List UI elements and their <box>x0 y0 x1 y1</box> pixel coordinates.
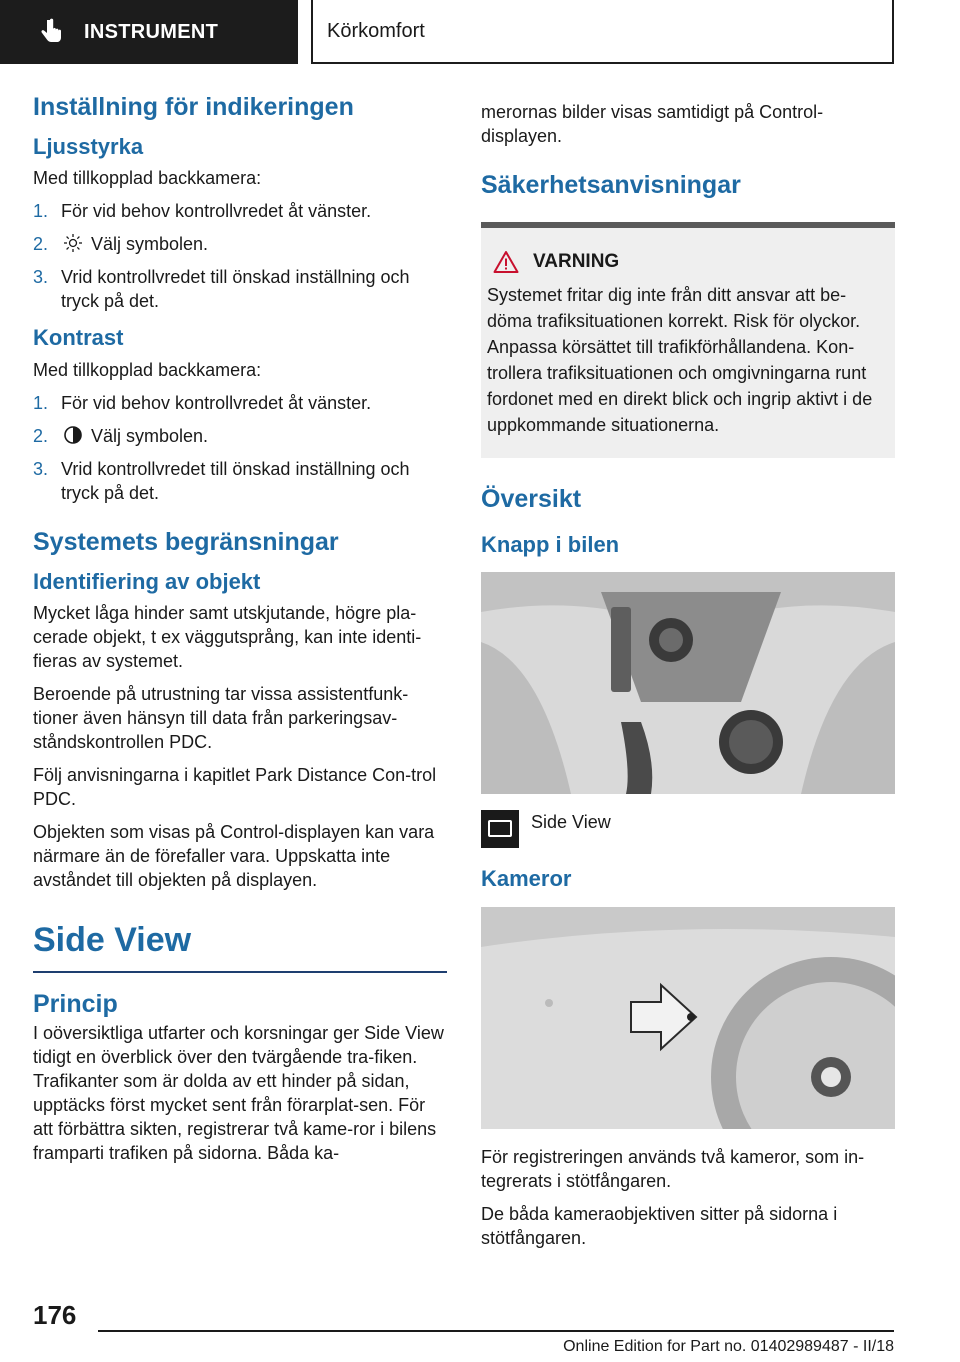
heading-sakerhet: Säkerhetsanvisningar <box>481 171 741 199</box>
section-tab-label: INSTRUMENT <box>84 20 219 43</box>
section-tab-instrument[interactable] <box>0 0 298 64</box>
kontrast-steps <box>33 391 447 505</box>
brightness-sun-icon <box>63 233 83 253</box>
heading-knapp: Knapp i bilen <box>481 532 620 557</box>
heading-identifiering: Identifiering av objekt <box>33 568 261 594</box>
ident-paragraph-3: Följ anvisningarna i kapitlet Park Distance Con-trol PDC. <box>33 765 437 810</box>
center-console-photo <box>481 572 895 794</box>
side-view-label: Side View <box>531 812 611 833</box>
list-item: 3. Vrid kontrollvredet till önskad inställning och tryck på det. <box>33 458 410 503</box>
ljusstyrka-steps <box>33 199 447 313</box>
kameror-paragraph-1: För registreringen används två kameror, som in-tegrerats i stötfångaren. <box>481 1146 865 1191</box>
footer-rule <box>98 1330 894 1332</box>
princip-paragraph: I oöversiktliga utfarter och korsningar ger Side View tidigt en överblick över den tvärgående tra-fiken. Trafikanter som är dolda av ett hinder på sidan, upptäcks först mycket sent från förarplat-sen. För att förbättra sikten, registrerar två kame-ror i bilens framparti trafiken på sidorna. Båda ka- <box>33 1022 444 1163</box>
side-view-button-icon[interactable] <box>481 810 519 848</box>
kameror-paragraph-2: De båda kameraobjektiven sitter på sidorna i stötfångaren. <box>481 1203 838 1248</box>
chapter-tab-label: Körkomfort <box>327 19 425 42</box>
page-footer <box>0 1290 960 1362</box>
ljusstyrka-intro: Med tillkopplad backkamera: <box>33 168 262 189</box>
left-column <box>33 92 447 1174</box>
chapter-tab-korkomfort[interactable] <box>311 0 894 64</box>
hand-pointer-icon <box>36 17 66 47</box>
heading-begransningar: Systemets begränsningar <box>33 527 339 556</box>
footer-edition: Online Edition for Part no. 01402989487 - II/18 <box>563 1338 894 1355</box>
warning-text: Systemet fritar dig inte från ditt ansvar att be-döma trafiksituationen korrekt. Risk för olyckor. Anpassa körsättet till trafikförhållandena. Kon-trollera trafiksituationen och omgivningarna runt fordonet med en direkt blick och ingrip aktivt i de uppkommande situationerna. <box>487 285 873 435</box>
heading-oversikt: Översikt <box>481 485 582 513</box>
list-item: 2. Välj symbolen. <box>33 425 209 446</box>
kontrast-intro: Med tillkopplad backkamera: <box>33 359 262 380</box>
ident-paragraph-1: Mycket låga hinder samt utskjutande, högre pla-cerade objekt, t ex väggutsprång, kan inte identi-fieras av systemet. <box>33 603 422 672</box>
page-number: 176 <box>33 1300 77 1330</box>
list-item: 2. Välj symbolen. <box>33 234 209 255</box>
list-item: 1. För vid behov kontrollvredet åt vänster. <box>33 201 372 222</box>
contrast-icon <box>63 425 83 445</box>
side-view-button-row <box>481 810 895 848</box>
ident-paragraph-4: Objekten som visas på Control-displayen kan vara närmare än de förefaller vara. Uppskatta inte avståndet till objekten på displayen. <box>33 822 435 891</box>
list-item: 3. Vrid kontrollvredet till önskad inställning och tryck på det. <box>33 267 410 312</box>
right-column <box>481 100 895 1259</box>
page-header <box>0 0 960 66</box>
heading-indikering: Inställning för indikeringen <box>33 93 354 121</box>
warning-box <box>481 222 895 458</box>
heading-princip: Princip <box>33 989 118 1018</box>
heading-kontrast: Kontrast <box>33 325 124 351</box>
section-rule <box>33 971 447 973</box>
front-bumper-camera-photo <box>481 907 895 1129</box>
heading-ljusstyrka: Ljusstyrka <box>33 134 144 159</box>
heading-kameror: Kameror <box>481 866 572 892</box>
warning-title: VARNING <box>487 250 887 274</box>
continued-paragraph: merornas bilder visas samtidigt på Control-displayen. <box>481 102 824 146</box>
ident-paragraph-2: Beroende på utrustning tar vissa assistentfunk-tioner även hänsyn till data från parkeringsav-ståndskontrollen PDC. <box>33 684 409 753</box>
heading-side-view: Side View <box>33 921 192 960</box>
warning-triangle-icon <box>493 250 519 274</box>
list-item: 1. För vid behov kontrollvredet åt vänster. <box>33 392 372 413</box>
